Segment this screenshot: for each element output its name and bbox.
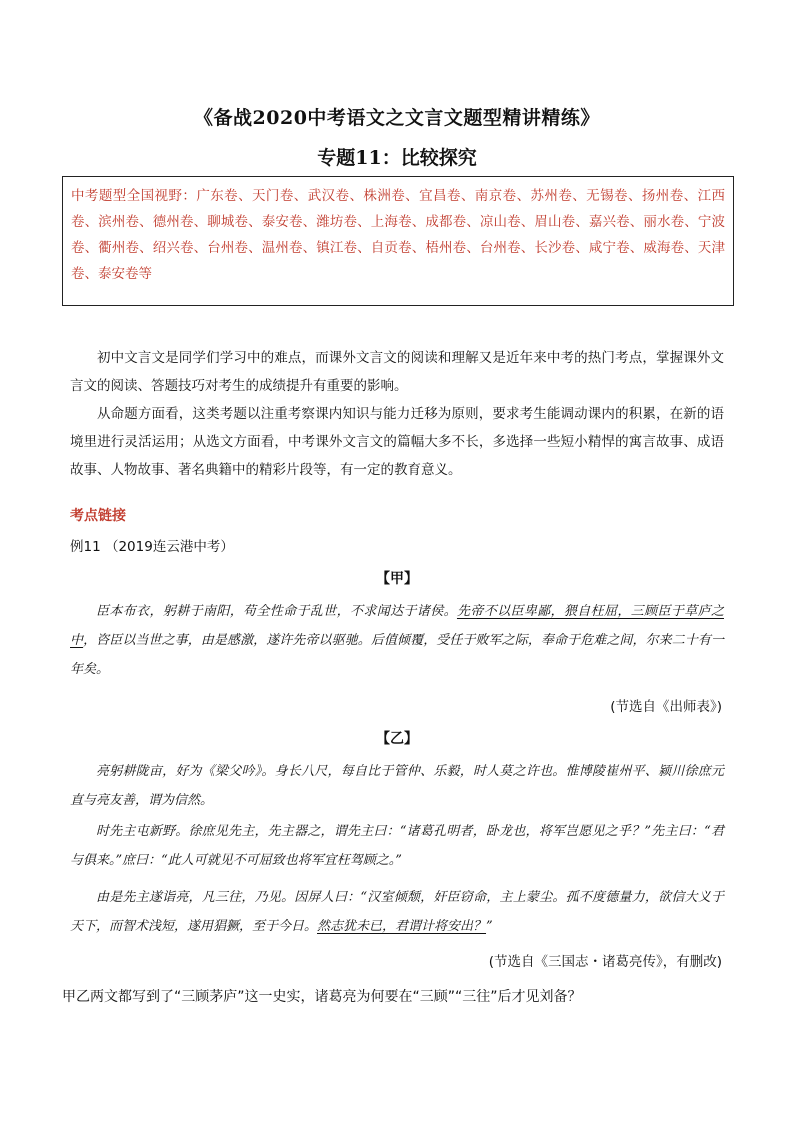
passage-yi-underlined: 然志犹未已，君谓计将安出？ [317, 919, 487, 934]
passage-jia-part-1: 臣本布衣，躬耕于南阳，苟全性命于乱世，不求闻达于诸侯。 [96, 604, 457, 619]
example-label: 例11 （2019连云港中考） [70, 539, 234, 555]
intro-paragraph-2: 从命题方面看，这类考题以注重考察课内知识与能力迁移为原则，要求考生能调动课内的积累，在新的语境里进行灵活运用；从选文方面看，中考课外文言文的篇幅大多不长，多选择一些短小精悍的寓言故事、成语故事、人物故事、著名典籍中的精彩片段等，有一定的教育意义。 [70, 406, 724, 478]
passage-yi-paragraph-3 [70, 883, 724, 941]
exam-scope-box [62, 176, 734, 306]
passage-jia-text [70, 597, 724, 684]
document-title: 《备战2020中考语文之文言文题型精讲精练》 [194, 107, 600, 129]
passage-jia-underlined: 先帝不以臣卑鄙，猥自枉屈，三顾臣于草庐之中 [70, 604, 724, 648]
question-text: 甲乙两文都写到了“三顾茅庐”这一史实，诸葛亮为何要在“三顾”“三往”后才见刘备？ [62, 989, 582, 1005]
intro-paragraph-1: 初中文言文是同学们学习中的难点，而课外文言文的阅读和理解又是近年来中考的热门考点，掌握课外文言文的阅读、答题技巧对考生的成绩提升有重要的影响。 [70, 350, 724, 394]
passage-yi-part-1: 由是先主遂诣亮，凡三往，乃见。因屏人曰：“汉室倾颓，奸臣窃命，主上蒙尘。孤不度德量力，欲信大义于天下，而智术浅短，遂用猖獗，至于今日。 [70, 890, 724, 934]
exam-scope-text: 中考题型全国视野：广东卷、天门卷、武汉卷、株洲卷、宜昌卷、南京卷、苏州卷、无锡卷、扬州卷、江西卷、滨州卷、德州卷、聊城卷、泰安卷、潍坊卷、上海卷、成都卷、凉山卷、眉山卷、嘉兴卷、丽水卷、宁波卷、衢州卷、绍兴卷、台州卷、温州卷、镇江卷、自贡卷、梧州卷、台州卷、长沙卷、咸宁卷、威海卷、天津卷、泰安卷等 [71, 188, 725, 282]
section-heading: 考点链接 [70, 508, 126, 524]
document-subtitle: 专题11：比较探究 [317, 147, 477, 169]
passage-yi-part-2: ” [486, 919, 493, 934]
passage-yi-label: 【乙】 [376, 731, 418, 747]
passage-yi-paragraph-1: 亮躬耕陇亩，好为《梁父吟》。身长八尺，每自比于管仲、乐毅，时人莫之许也。惟博陵崔州平、颍川徐庶元直与亮友善，谓为信然。 [70, 764, 724, 808]
passage-yi-paragraph-2: 时先主屯新野。徐庶见先主，先主器之，谓先主曰：“诸葛孔明者，卧龙也，将军岂愿见之乎？”先主曰：“君与俱来。”庶曰：“此人可就见不可屈致也将军宜枉驾顾之。” [70, 824, 724, 868]
passage-jia-part-2: ，咨臣以当世之事，由是感激，遂许先帝以驱驰。后值倾覆，受任于败军之际，奉命于危难之间，尔来二十有一年矣。 [70, 633, 724, 677]
passage-yi-source: (节选自《三国志・诸葛亮传》，有删改) [488, 954, 722, 970]
passage-jia-label: 【甲】 [376, 571, 418, 587]
passage-jia-source: (节选自《出师表》) [610, 699, 722, 715]
